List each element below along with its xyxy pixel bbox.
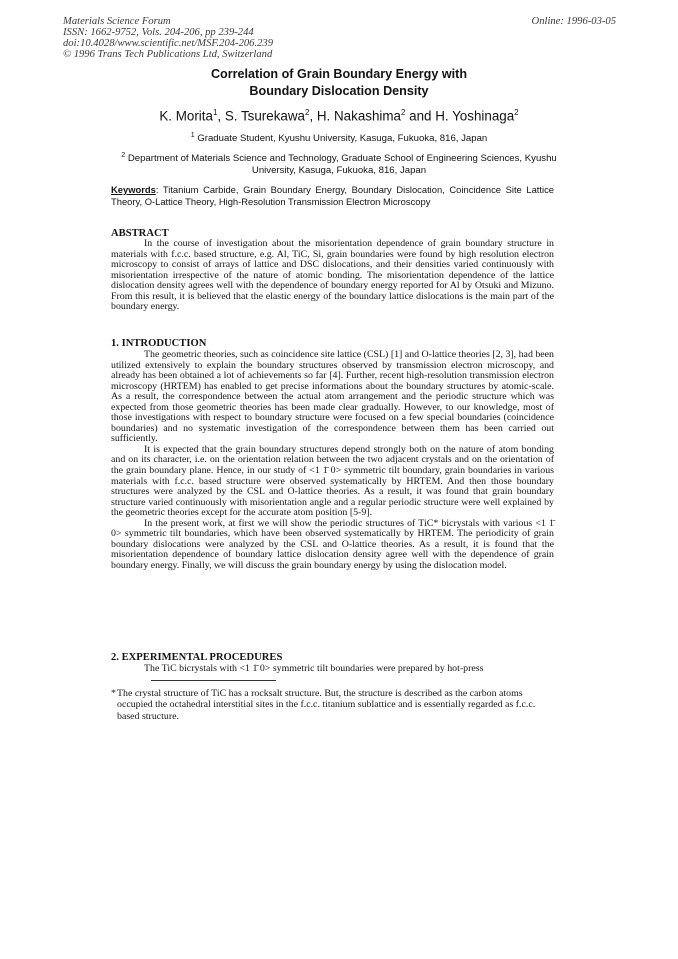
- author-list: [0, 108, 678, 123]
- title-line-2: Boundary Dislocation Density: [249, 84, 429, 98]
- journal-name: Materials Science Forum: [63, 16, 171, 27]
- author-separator: ,: [217, 108, 225, 124]
- affiliation-text: Graduate Student, Kyushu University, Kasuga, Fukuoka, 816, Japan: [197, 133, 488, 145]
- introduction-paragraph: The geometric theories, such as coincidence site lattice (CSL) [1] and O-lattice theories [2, 3], had been utilized extensively to explain the boundary structures observed by transmission electron microscopy, and already has been obtained a lot of achievements so far [4]. Further, recent high-resolution transmission electron microscopy (HRTEM) has enabled to get precise informations about the boundary structures by atomic-scale. As a result, the correspondence between the actual atom arrangement and the periodic structure which was expected from those geometric theories has been made clear gradually. However, to our knowledge, most of those investigations with respect to boundary structure were focused on a few special boundaries (coincidence boundaries) and no systematic investigation of the correspondence between them has been carried out sufficiently.: [111, 349, 554, 445]
- footnote: [111, 688, 554, 722]
- introduction-paragraph: It is expected that the grain boundary structures depend strongly both on the nature of atom bonding and on its character, i.e. on the orientation relation between the two adjacent crystals and on the orientation of the grain boundary plane. Hence, in our study of <1 1̄ 0> symmetric tilt boundary, grain boundaries in various materials with f.c.c. based structure were observed systematically by HRTEM. And then those boundary structures were analyzed by the CSL and O-lattice theories. As a result, it was found that grain boundary structure varied continuously with misorientation angle and a regular periodic structure were well explained by the geometric theories except for the accurate atom position [5-9].: [111, 443, 554, 519]
- experimental-heading: 2. EXPERIMENTAL PROCEDURES: [111, 652, 283, 663]
- introduction-heading: 1. INTRODUCTION: [111, 338, 207, 349]
- affiliation-mark: 2: [121, 152, 126, 159]
- affiliation-mark: 1: [190, 132, 195, 139]
- author-name: K. Morita: [159, 108, 213, 124]
- title-line-1: Correlation of Grain Boundary Energy with: [210, 67, 468, 81]
- copyright-line: © 1996 Trans Tech Publications Ltd, Switzerland: [63, 49, 273, 60]
- affiliation-text: Department of Materials Science and Technology, Graduate School of Engineering Sciences, Kyushu University, Kasuga, Fukuoka, 816, Japan: [127, 153, 557, 177]
- introduction-paragraph: In the present work, at first we will show the periodic structures of TiC* bicrystals with various <1 1̄ 0> symmetric tilt boundaries, which have been observed systematically by HRTEM. The periodicity of grain boundary dislocations were analyzed by the CSL and O-lattice theories. As a result, it is found that the misorientation dependence of boundary lattice dislocation density agree well with the dependence of grain boundary energy. Finally, we will discuss the grain boundary energy by using the dislocation model.: [111, 517, 554, 571]
- keywords-label: Keywords: [111, 184, 156, 195]
- introduction-body: [111, 350, 554, 571]
- keywords-block: Keywords: Titanium Carbide, Grain Boundary Energy, Boundary Dislocation, Coincidence Site Lattice Theory, O-Lattice Theory, High-Resolution Transmission Electron Microscopy: [111, 184, 554, 207]
- author-separator: and: [405, 108, 436, 124]
- keywords-text: Titanium Carbide, Grain Boundary Energy, Boundary Dislocation, Coincidence Site Lattice Theory, O-Lattice Theory, High-Resolution Transmission Electron Microscopy: [111, 184, 554, 207]
- abstract-body: [111, 239, 554, 313]
- author-name: S. Tsurekawa: [224, 108, 305, 124]
- author-affil-mark: 2: [400, 108, 406, 117]
- experimental-paragraph: The TiC bicrystals with <1 1̄ 0> symmetric tilt boundaries were prepared by hot-press: [144, 663, 484, 674]
- paper-title: [0, 66, 678, 100]
- author-affil-mark: 2: [514, 108, 519, 117]
- affiliation-2: [110, 150, 568, 177]
- footnote-text: The crystal structure of TiC has a rocksalt structure. But, the structure is described as the carbon atoms occupied the octahedral interstitial sites in the f.c.c. titanium sublattice and is essentially regarded as f.c.c. based structure.: [117, 688, 536, 722]
- author-affil-mark: 1: [212, 108, 218, 117]
- abstract-heading: ABSTRACT: [111, 228, 169, 239]
- author-name: H. Nakashima: [316, 108, 401, 124]
- footnote-divider: [151, 680, 276, 681]
- abstract-paragraph: In the course of investigation about the misorientation dependence of grain boundary structure in materials with f.c.c. based structure, e.g. Al, TiC, Si, grain boundaries were found by high resolution electron microscopy to consist of arrays of lattice and DSC dislocations, and their densities varied continuously with misorientation irrespective of the nature of atomic bonding. The misorientation dependence of the lattice dislocation density agrees well with the dependence of boundary energy reported for Al by Otsuki and Mizuno. From this result, it is believed that the elastic energy of the boundary lattice dislocations is the main part of the boundary energy.: [111, 238, 554, 313]
- author-separator: ,: [309, 108, 317, 124]
- footnote-mark: *: [111, 688, 116, 699]
- journal-header: [63, 16, 273, 60]
- doi-link[interactable]: doi:10.4028/www.scientific.net/MSF.204-206.239: [63, 38, 273, 49]
- author-affil-mark: 2: [304, 108, 310, 117]
- issn-line: ISSN: 1662-9752, Vols. 204-206, pp 239-244: [63, 27, 254, 38]
- author-name: H. Yoshinaga: [435, 108, 515, 124]
- affiliation-1: [110, 130, 568, 145]
- experimental-body: [111, 664, 554, 675]
- online-date: Online: 1996-03-05: [531, 16, 616, 27]
